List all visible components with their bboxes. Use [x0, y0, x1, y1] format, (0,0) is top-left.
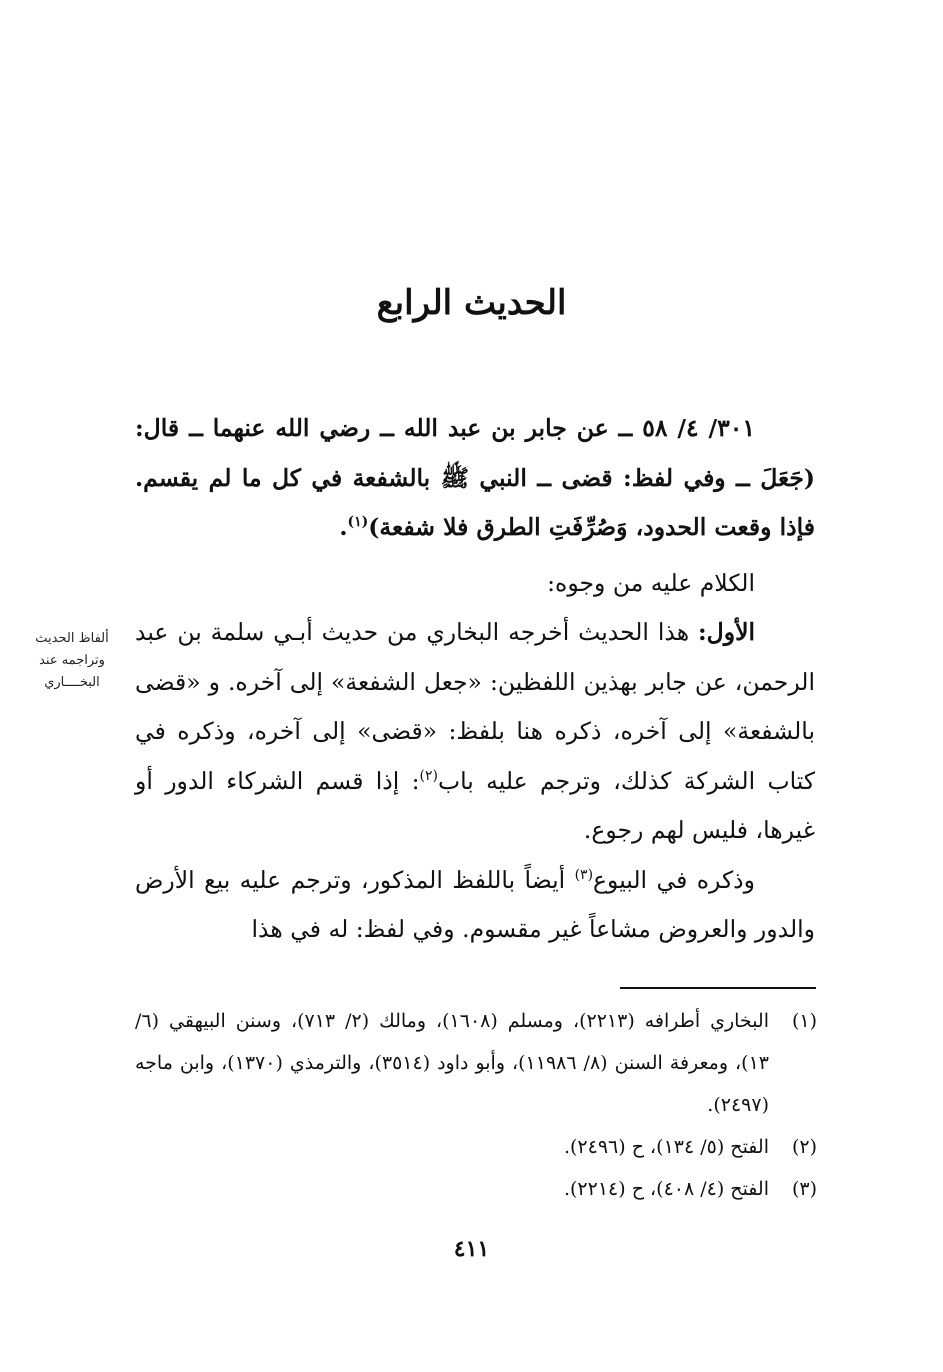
footnote-number: (٢)	[791, 1136, 817, 1158]
first-point-text-a: هذا الحديث أخرجه البخاري من حديث أبـي سلمة بن عبد الرحمن، عن جابر بهذين اللفظين: «جعل الشفعة» إلى آخره. و «قضى بالشفعة» إلى آخره، ذكره هنا بلفظ: «قضى» إلى آخره، وذكره في كتاب الشركة كذلك، وترجم عليه باب	[135, 618, 816, 795]
footnote-text: الفتح (٥/ ١٣٤)، ح (٢٤٩٦).	[563, 1136, 769, 1158]
footnote-3	[135, 1168, 817, 1210]
hadith-paragraph	[135, 404, 815, 553]
footnotes	[135, 1000, 817, 1210]
footnote-ref-2: (٢)	[419, 767, 438, 784]
footnote-text: الفتح (٤/ ٤٠٨)، ح (٢٢١٤).	[563, 1178, 769, 1200]
main-text	[135, 404, 815, 955]
footnote-number: (٣)	[791, 1178, 817, 1200]
hadith-text: ٣٠١/ ٤/ ٥٨ ــ عن جابر بن عبد الله ــ رضي الله عنهما ــ قال: (جَعَلَ ــ وفي لفظ: قضى ــ النبي ﷺ بالشفعة في كل ما لم يقسم. فإذا وقعت الحدود، وَصُرِّفَتِ الطرق فلا شفعة)	[135, 414, 815, 541]
footnote-number: (١)	[791, 1010, 817, 1032]
intro-text: الكلام عليه من وجوه:	[547, 568, 755, 597]
footnote-1	[135, 1000, 817, 1126]
intro-paragraph	[135, 559, 815, 609]
first-point-paragraph	[135, 608, 815, 856]
footnote-ref-3: (٣)	[574, 866, 594, 883]
footnote-ref-1: (١)	[347, 514, 369, 531]
footnote-text: البخاري أطرافه (٢٢١٣)، ومسلم (١٦٠٨)، ومالك (٢/ ٧١٣)، وسنن البيهقي (٦/ ١٣)، ومعرفة السنن (٨/ ١١٩٨٦)، وأبو داود (٣٥١٤)، والترمذي (١٣٧٠)، وابن ماجه (٢٤٩٧).	[135, 1010, 769, 1116]
second-point-text-b: أيضاً باللفظ المذكور، وترجم عليه بيع الأرض والدور والعروض مشاعاً غير مقسوم. وفي لفظ: له في هذا	[135, 865, 815, 943]
second-point-paragraph	[135, 856, 815, 955]
margin-note: ألفاظ الحديث وتراجمه عند البخــــاري	[35, 631, 109, 690]
footnote-2	[135, 1126, 817, 1168]
second-point-text-a: وذكره في البيوع	[593, 865, 755, 894]
page-title: الحديث الرابع	[376, 283, 567, 323]
first-point-lead: الأول:	[697, 618, 755, 646]
page-number: ٤١١	[453, 1236, 490, 1262]
footnote-divider	[620, 987, 816, 989]
first-point-text-b: : إذا قسم الشركاء الدور أو غيرها، فليس لهم رجوع.	[135, 766, 815, 844]
hadith-end: .	[339, 513, 348, 541]
